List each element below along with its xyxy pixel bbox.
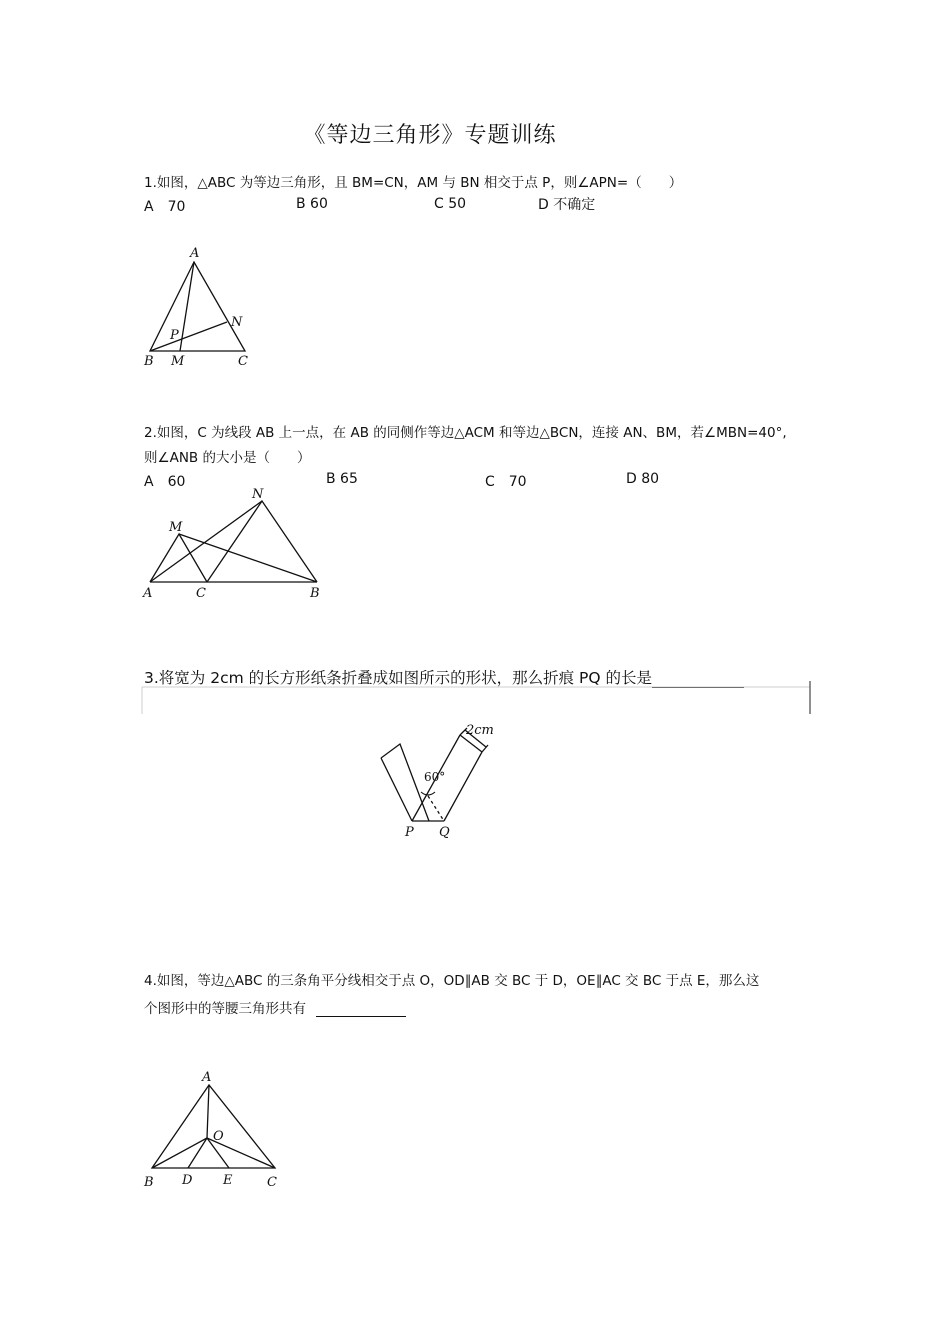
q1-label-c: C (238, 354, 248, 369)
q2-label-a: A (143, 586, 153, 601)
q1-label-n: N (231, 315, 243, 330)
q3-label-q: Q (439, 825, 450, 840)
q3-label-angle: 60° (424, 770, 446, 784)
q3-label-p: P (405, 825, 414, 840)
q2-option-d: D 80 (626, 471, 660, 487)
q3-question: 3.将宽为 2cm 的长方形纸条折叠成如图所示的形状，那么折痕 PQ 的长是 (144, 669, 653, 687)
q2-text-line1: 2.如图，C 为线段 AB 上一点，在 AB 的同侧作等边△ACM 和等边△BCN，连接 AN、BM，若∠MBN=40°, (144, 425, 787, 441)
q4-label-o: O (213, 1129, 224, 1144)
q3-label-width: 2cm (466, 723, 494, 738)
q1-option-a: A 70 (144, 199, 186, 215)
q4-label-e: E (223, 1173, 233, 1188)
q4-label-c: C (267, 1175, 277, 1190)
q4-bisector-b (152, 1138, 207, 1168)
q2-option-b: B 65 (326, 471, 358, 487)
q1-label-a: A (190, 246, 200, 261)
q2-text-line2: 则∠ANB 的大小是（ ） (144, 450, 311, 466)
q1-label-b: B (144, 354, 154, 369)
q4-text-line2: 个图形中的等腰三角形共有 (144, 1001, 306, 1017)
q4-text-line1: 4.如图，等边△ABC 的三条角平分线相交于点 O，OD∥AB 交 BC 于 D，OE∥AC 交 BC 于点 E，那么这 (144, 973, 760, 989)
q1-label-p: P (170, 328, 179, 343)
q1-text: 1.如图，△ABC 为等边三角形，且 BM=CN，AM 与 BN 相交于点 P，则∠APN=（ ） (144, 175, 683, 191)
q4-triangle-abc (152, 1085, 275, 1168)
q4-bisector-a (207, 1085, 209, 1138)
q4-label-d: D (182, 1173, 193, 1188)
q2-option-c: C 70 (485, 474, 527, 490)
q4-label-b: B (144, 1175, 154, 1190)
q2-label-b: B (310, 586, 320, 601)
q1-label-m: M (171, 354, 185, 369)
q1-option-b: B 60 (296, 196, 328, 212)
q2-label-n: N (252, 487, 264, 502)
q2-label-c: C (196, 586, 206, 601)
q4-label-a: A (202, 1070, 212, 1085)
q1-option-c: C 50 (434, 196, 467, 212)
q2-label-m: M (169, 520, 183, 535)
q1-option-d: D 不确定 (538, 197, 596, 213)
page-title: 《等边三角形》专题训练 (303, 123, 557, 148)
q2-option-a: A 60 (144, 474, 186, 490)
